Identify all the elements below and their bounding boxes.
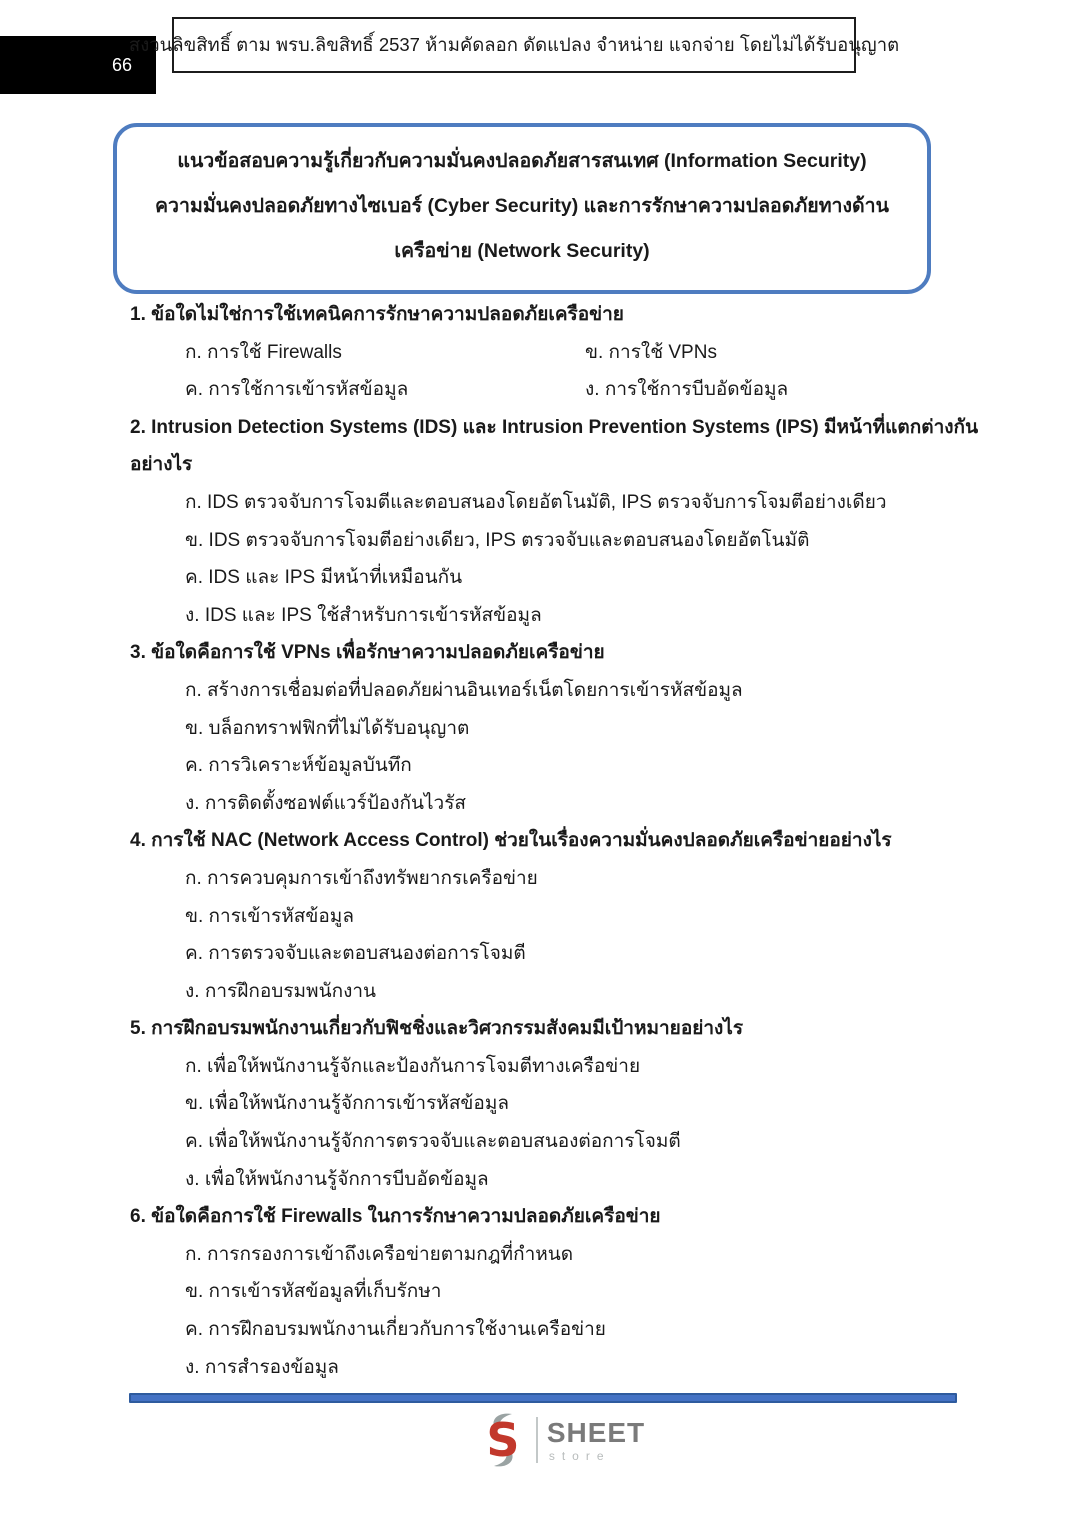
choices (185, 672, 996, 822)
choice: ข. การใช้ VPNs (585, 341, 717, 363)
question-block (130, 634, 996, 822)
choice: ก. เพื่อให้พนักงานรู้จักและป้องกันการโจมตีทางเครือข่าย (185, 1055, 641, 1077)
choice: ค. IDS และ IPS มีหน้าที่เหมือนกัน (185, 567, 463, 589)
choice: ก. การใช้ Firewalls (185, 341, 342, 363)
choices (185, 860, 996, 1010)
choice: ข. การเข้ารหัสข้อมูล (185, 905, 354, 927)
footer-divider-bar (129, 1393, 957, 1403)
choice: ค. เพื่อให้พนักงานรู้จักการตรวจจับและตอบสนองต่อการโจมตี (185, 1131, 681, 1153)
sheet-store-logo (0, 1412, 1076, 1468)
choice: ง. IDS และ IPS ใช้สำหรับการเข้ารหัสข้อมูล (185, 604, 542, 626)
page-number: 66 (111, 54, 132, 75)
copyright-notice-box (128, 17, 900, 73)
choice: ข. การเข้ารหัสข้อมูลที่เก็บรักษา (185, 1281, 442, 1303)
choice: ก. การควบคุมการเข้าถึงทรัพยากรเครือข่าย (185, 867, 538, 889)
question-block (130, 822, 996, 1010)
choice: ก. สร้างการเชื่อมต่อที่ปลอดภัยผ่านอินเทอร์เน็ตโดยการเข้ารหัสข้อมูล (185, 679, 743, 701)
choices (185, 484, 996, 634)
choices (185, 1048, 996, 1198)
choices (185, 334, 996, 409)
choice: ค. การวิเคราะห์ข้อมูลบันทึก (185, 755, 412, 777)
question-block (130, 1198, 996, 1386)
choice: ค. การใช้การเข้ารหัสข้อมูล (185, 379, 409, 401)
svg-text:S: S (486, 1413, 520, 1467)
logo-subtext: store (548, 1448, 611, 1463)
choice: ค. การตรวจจับและตอบสนองต่อการโจมตี (185, 943, 526, 965)
choice: ง. เพื่อให้พนักงานรู้จักการบีบอัดข้อมูล (185, 1168, 489, 1190)
sheet-store-s-icon (479, 1412, 527, 1468)
choice: ข. IDS ตรวจจับการโจมตีอย่างเดียว, IPS ตรวจจับและตอบสนองโดยอัตโนมัติ (185, 529, 810, 551)
choices (185, 1236, 996, 1386)
choice: ข. บล็อกทราฟฟิกที่ไม่ได้รับอนุญาต (185, 717, 470, 739)
question-text: 6. ข้อใดคือการใช้ Firewalls ในการรักษาความปลอดภัยเครือข่าย (130, 1206, 661, 1228)
choice: ง. การฝึกอบรมพนักงาน (185, 980, 377, 1002)
question-text: 2. Intrusion Detection Systems (IDS) และ Intrusion Prevention Systems (IPS) มีหน้าที่แตกต่างกันอย่างไร (130, 416, 979, 476)
question-block (130, 1010, 996, 1198)
question-text: 4. การใช้ NAC (Network Access Control) ช่วยในเรื่องความมั่นคงปลอดภัยเครือข่ายอย่างไร (130, 830, 892, 852)
question-block (130, 296, 996, 409)
choice: ง. การใช้การบีบอัดข้อมูล (585, 379, 789, 401)
choice: ค. การฝึกอบรมพนักงานเกี่ยวกับการใช้งานเครือข่าย (185, 1319, 606, 1341)
exam-title-box (113, 123, 931, 294)
logo-text (546, 1416, 646, 1463)
copyright-text: สงวนลิขสิทธิ์ ตาม พรบ.ลิขสิทธิ์ 2537 ห้ามคัดลอก ดัดแปลง จำหน่าย แจกจ่าย โดยไม่ได้รับอนุญาต (128, 33, 900, 55)
questions-list (130, 296, 996, 1386)
question-block (130, 409, 996, 635)
question-text: 1. ข้อใดไม่ใช่การใช้เทคนิคการรักษาความปลอดภัยเครือข่าย (130, 304, 624, 325)
choice: ข. เพื่อให้พนักงานรู้จักการเข้ารหัสข้อมูล (185, 1093, 509, 1115)
logo-divider-line (536, 1417, 538, 1463)
exam-title: แนวข้อสอบความรู้เกี่ยวกับความมั่นคงปลอดภัยสารสนเทศ (Information Security) ความมั่นคงปลอดภัยทางไซเบอร์ (Cyber Security) และการรักษาความปลอดภัยทางด้านเครือข่าย (Network Security) (155, 150, 889, 262)
logo-wordmark: SHEET (546, 1416, 646, 1448)
choice: ง. การติดตั้งซอฟต์แวร์ป้องกันไวรัส (185, 792, 466, 814)
choice: ก. การกรองการเข้าถึงเครือข่ายตามกฎที่กำหนด (185, 1243, 574, 1265)
choice: ก. IDS ตรวจจับการโจมตีและตอบสนองโดยอัตโนมัติ, IPS ตรวจจับการโจมตีอย่างเดียว (185, 491, 887, 513)
question-text: 3. ข้อใดคือการใช้ VPNs เพื่อรักษาความปลอดภัยเครือข่าย (130, 642, 605, 664)
choice: ง. การสำรองข้อมูล (185, 1356, 339, 1378)
question-text: 5. การฝึกอบรมพนักงานเกี่ยวกับฟิชชิ่งและวิศวกรรมสังคมมีเป้าหมายอย่างไร (130, 1018, 744, 1040)
